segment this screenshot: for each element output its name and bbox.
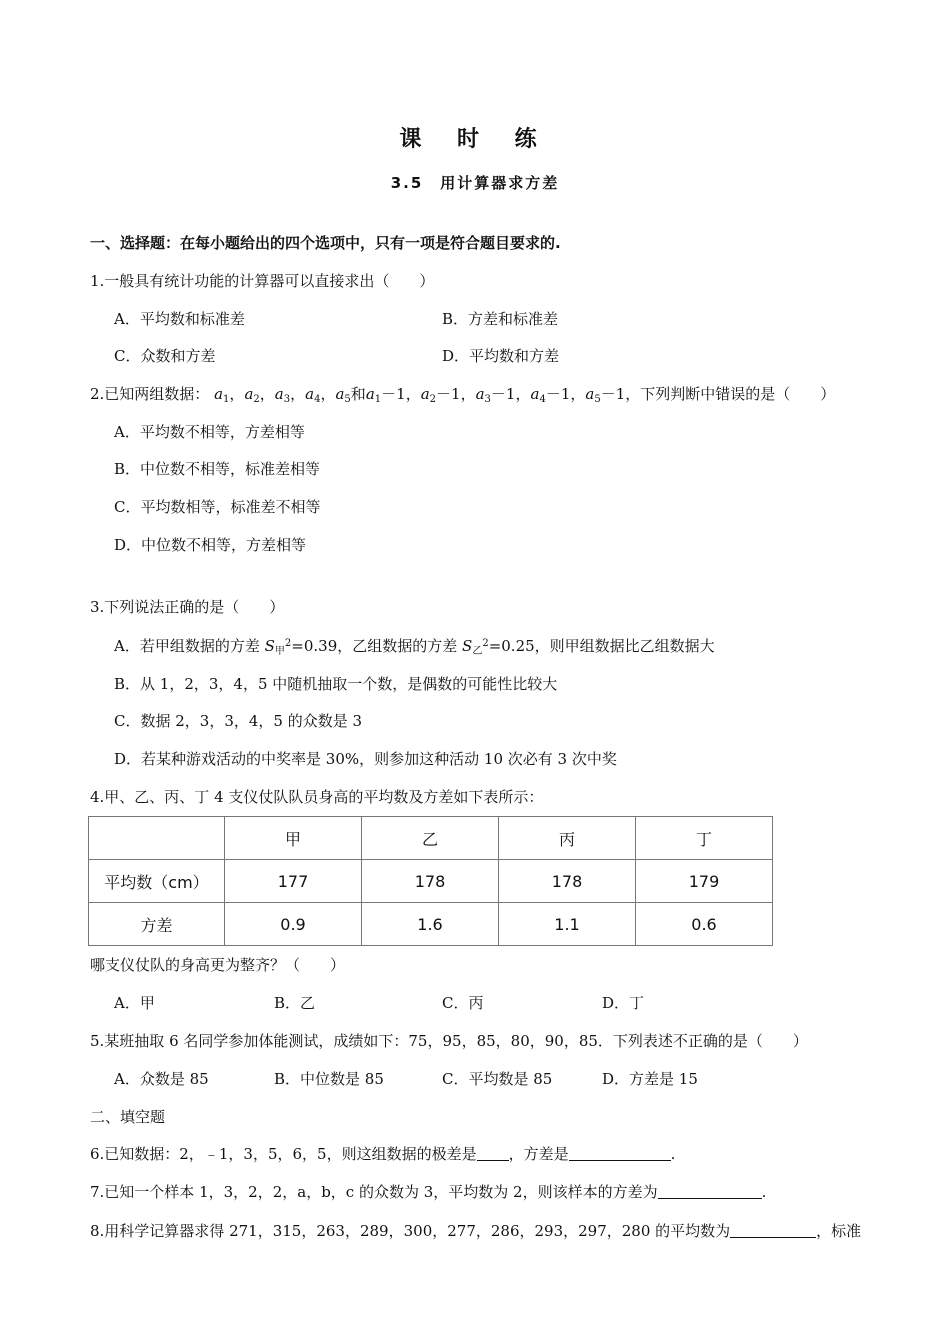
table-row — [89, 903, 773, 946]
table-header-cell: 乙 — [362, 817, 499, 860]
question-3-stem: 3.下列说法正确的是（ ） — [90, 598, 285, 616]
question-5-option-c: C．平均数是 85 — [442, 1070, 553, 1088]
question-1-stem: 1.一般具有统计功能的计算器可以直接求出（ ） — [90, 272, 435, 290]
question-5-option-b: B．中位数是 85 — [274, 1070, 384, 1088]
table-header-cell: 丙 — [499, 817, 636, 860]
table-cell: 179 — [636, 860, 773, 903]
table-cell: 177 — [225, 860, 362, 903]
question-7: 7.已知一个样本 1，3，2，2，a，b，c 的众数为 3，平均数为 2，则该样本的方差为 . — [90, 1183, 767, 1201]
question-2-option-b: B．中位数不相等，标准差相等 — [114, 460, 321, 478]
section-1-heading: 一、选择题：在每小题给出的四个选项中，只有一项是符合题目要求的. — [90, 234, 561, 252]
question-2-option-c: C．平均数相等，标准差不相等 — [114, 498, 321, 516]
table-cell: 178 — [499, 860, 636, 903]
answer-blank[interactable] — [730, 1222, 816, 1238]
table-header-row — [89, 817, 773, 860]
answer-blank[interactable] — [569, 1145, 671, 1161]
question-1-option-d: D．平均数和方差 — [442, 347, 560, 365]
table-cell — [89, 817, 225, 860]
question-1-option-c: C．众数和方差 — [114, 347, 216, 365]
question-2-option-a: A．平均数不相等，方差相等 — [114, 423, 305, 441]
question-4-option-c: C．丙 — [442, 994, 484, 1012]
question-1-option-a: A．平均数和标准差 — [114, 310, 245, 328]
question-8: 8.用科学记算器求得 271，315，263，289，300，277，286，293，297，280 的平均数为 ，标准 — [90, 1222, 862, 1240]
row-label: 方差 — [89, 903, 225, 946]
lesson-subtitle: 3.5 用计算器求方差 — [390, 174, 560, 192]
table-header-cell: 丁 — [636, 817, 773, 860]
table-row — [89, 860, 773, 903]
row-label: 平均数（cm） — [89, 860, 225, 903]
question-3-option-d: D．若某种游戏活动的中奖率是 30%，则参加这种活动 10 次必有 3 次中奖 — [114, 750, 617, 768]
table-cell: 1.6 — [362, 903, 499, 946]
question-3-option-a: A．若甲组数据的方差 $S_甲^2=0.39$，乙组数据的方差 $S_乙^2=0.25$，则甲组数据比乙组数据大 — [114, 637, 715, 657]
question-2-stem: 2.已知两组数据： $a_1$，$a_2$，$a_3$，$a_4$，$a_5$和$a_1-1$，$a_2-1$，$a_3-1$，$a_4-1$，$a_5-1$，下列判断中错误的是（ ） — [90, 385, 836, 405]
page-title: 课 时 练 — [399, 127, 551, 152]
question-5-stem: 5.某班抽取 6 名同学参加体能测试，成绩如下：75，95，85，80，90，85．下列表述不正确的是（ ） — [90, 1032, 808, 1050]
table-cell: 0.9 — [225, 903, 362, 946]
table-cell: 1.1 — [499, 903, 636, 946]
question-4-question: 哪支仪仗队的身高更为整齐？（ ） — [90, 956, 346, 974]
question-4-stem: 4.甲、乙、丙、丁 4 支仪仗队队员身高的平均数及方差如下表所示： — [90, 788, 544, 806]
question-2-option-d: D．中位数不相等，方差相等 — [114, 536, 307, 554]
table-header-cell: 甲 — [225, 817, 362, 860]
answer-blank[interactable] — [477, 1145, 509, 1161]
question-4-option-d: D．丁 — [602, 994, 645, 1012]
question-5-option-d: D．方差是 15 — [602, 1070, 698, 1088]
table-cell: 178 — [362, 860, 499, 903]
height-stats-table — [88, 816, 773, 946]
question-6: 6.已知数据：2，﹣1，3，5，6，5，则这组数据的极差是 ，方差是 . — [90, 1145, 676, 1163]
question-4-option-b: B．乙 — [274, 994, 316, 1012]
question-3-option-c: C．数据 2，3，3，4，5 的众数是 3 — [114, 712, 363, 730]
section-2-heading: 二、填空题 — [90, 1108, 166, 1126]
question-4-option-a: A．甲 — [114, 994, 155, 1012]
question-3-option-b: B．从 1，2，3，4，5 中随机抽取一个数，是偶数的可能性比较大 — [114, 675, 558, 693]
question-1-option-b: B．方差和标准差 — [442, 310, 559, 328]
table-cell: 0.6 — [636, 903, 773, 946]
answer-blank[interactable] — [658, 1183, 762, 1199]
question-5-option-a: A．众数是 85 — [114, 1070, 209, 1088]
